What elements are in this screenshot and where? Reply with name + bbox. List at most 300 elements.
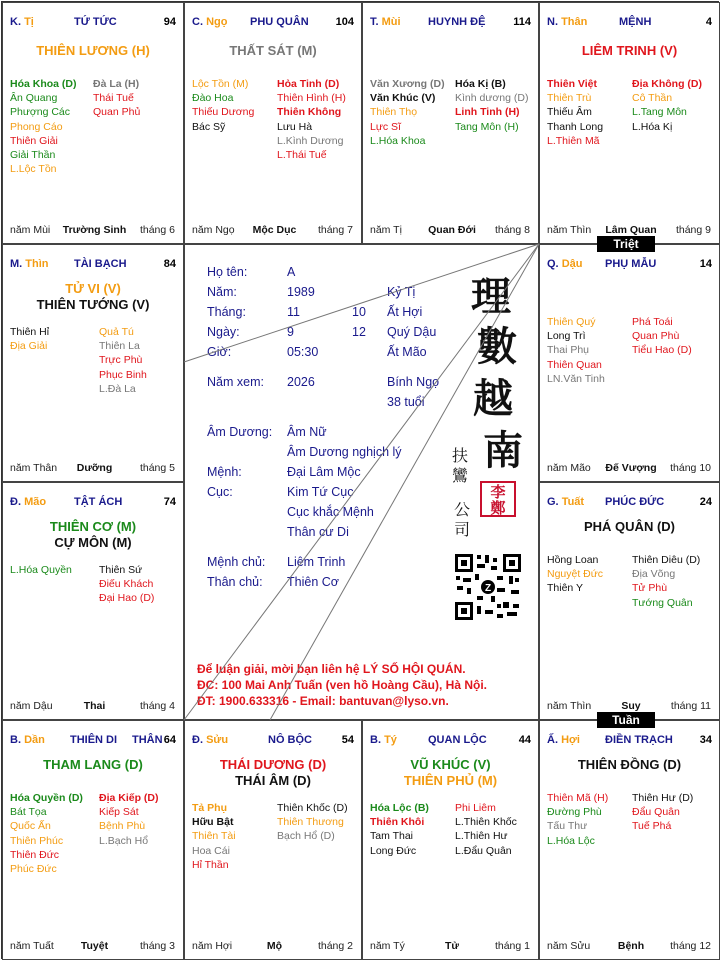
red-seal-stamp: 李 鄭 (480, 481, 516, 517)
day-label: Ngày: (207, 325, 240, 339)
minor-star: Thiên Thọ (370, 106, 418, 119)
day-lunar-num: 12 (352, 325, 366, 339)
palace-name: NÔ BỘC (268, 734, 312, 746)
palace-month: tháng 10 (670, 462, 711, 474)
minor-star: Địa Không (D) (632, 78, 702, 90)
palace-stage: Dưỡng (76, 462, 113, 474)
minor-star: Quan Phù (632, 330, 680, 343)
palace-month: tháng 7 (317, 224, 353, 236)
palace-branch: Tị (24, 16, 34, 28)
minor-star: Hóa Kị (B) (455, 78, 506, 90)
palace-stage: Đế Vượng (605, 462, 657, 474)
minor-star: L.Thiên Mã (547, 134, 600, 147)
minor-stars-right (277, 801, 348, 844)
minor-star: Đẩu Quân (632, 806, 680, 819)
name-row (207, 265, 296, 279)
qr-code-icon[interactable] (453, 552, 523, 622)
cuc-row (207, 485, 354, 499)
minor-star: Đại Hao (D) (99, 592, 155, 605)
minor-star: Địa Kiếp (D) (99, 792, 159, 804)
palace-branch: Tý (384, 734, 397, 746)
palace-stage: Bệnh (617, 940, 645, 952)
cuc2-row (287, 505, 374, 519)
main-star: THÁI ÂM (D) (235, 773, 311, 788)
amduong2-value: Âm Dương nghịch lý (287, 445, 402, 459)
day-solar: 9 (287, 325, 294, 339)
minor-star: Linh Tinh (H) (455, 106, 520, 119)
cuc-label: Cục: (207, 485, 233, 499)
than-marker: THÂN (132, 734, 163, 746)
main-star: LIÊM TRINH (V) (581, 43, 678, 58)
minor-star: Thanh Long (547, 120, 604, 133)
cuc3-row (287, 525, 349, 539)
minor-star: Thái Tuế (93, 92, 134, 105)
minor-star: Thiên Tài (192, 830, 236, 843)
palace-year: năm Thìn (547, 224, 592, 236)
palace-header (547, 734, 715, 748)
minor-stars-left (192, 77, 254, 134)
palace-month: tháng 6 (139, 224, 175, 236)
minor-star: Thiên Thương (277, 816, 344, 829)
horoscope-chart (1, 1, 719, 959)
palace-year: năm Hợi (192, 940, 233, 952)
palace-ti[interactable] (362, 720, 539, 960)
palace-stage: Lâm Quan (605, 224, 657, 236)
palace-footer (547, 462, 715, 475)
palace-year: năm Tý (370, 940, 405, 952)
palace-name: TẬT ÁCH (74, 496, 123, 508)
palace-ty[interactable] (2, 2, 184, 244)
palace-year: năm Tuất (10, 940, 54, 952)
palace-name: PHU QUÂN (250, 16, 309, 28)
hour-label: Giờ: (207, 345, 232, 359)
minor-stars-right (455, 801, 517, 858)
minor-star: Địa Võng (632, 568, 676, 581)
minor-star: Phá Toái (632, 316, 673, 328)
palace-year: năm Tị (370, 224, 402, 236)
minor-stars-right (99, 791, 159, 848)
main-star: THAM LANG (D) (43, 757, 143, 772)
palace-major-cycle-age: 64 (163, 734, 176, 746)
calligraphy-char-2: 數 (477, 323, 517, 370)
menh-value: Đại Lâm Mộc (287, 465, 361, 479)
palace-footer (10, 224, 179, 237)
minor-stars-left (10, 563, 72, 577)
minor-stars-left (192, 801, 236, 872)
minor-star: L.Hóa Kị (632, 120, 673, 133)
tuan-marker: Tuần (597, 712, 655, 728)
palace-header (10, 16, 179, 30)
palace-stem (192, 16, 227, 28)
palace-major-cycle-age: 54 (341, 734, 354, 746)
minor-star: Tấu Thư (547, 820, 588, 833)
palace-stem (547, 496, 584, 508)
minor-star: L.Thiên Khốc (455, 816, 517, 829)
palace-ngo[interactable] (184, 2, 362, 244)
minor-star: Đường Phù (547, 806, 602, 819)
minor-star: Thiên Khốc (D) (277, 802, 348, 814)
minor-star: Hồng Loan (547, 554, 599, 566)
palace-stage: Tuyệt (80, 940, 109, 952)
minor-star: Điếu Khách (99, 578, 154, 591)
minor-star: Thiên Diêu (D) (632, 554, 701, 566)
minor-star: Bạch Hổ (D) (277, 830, 335, 843)
minor-star: Văn Xương (D) (370, 78, 445, 90)
calligraphy-small-3: 公 (453, 500, 470, 519)
main-star: TỬ VI (V) (65, 281, 121, 296)
palace-stage: Trường Sinh (62, 224, 127, 236)
minor-star: Cô Thần (632, 92, 673, 105)
palace-year: năm Thân (10, 462, 58, 474)
palace-month: tháng 3 (139, 940, 175, 952)
minor-star: L.Lộc Tồn (10, 163, 57, 176)
palace-stem-letter: Đ. (10, 496, 21, 508)
minor-star: Bát Tọa (10, 806, 47, 819)
palace-month: tháng 11 (670, 700, 711, 712)
palace-branch: Thìn (25, 258, 49, 270)
minor-stars-left (547, 553, 603, 596)
main-star: THIÊN ĐỒNG (D) (577, 757, 682, 772)
calligraphy-small-4: 司 (453, 520, 470, 539)
palace-header (192, 734, 357, 748)
menhchu-row (207, 555, 346, 569)
year-row (207, 285, 416, 299)
minor-star: Đào Hoa (192, 92, 234, 105)
palace-dau[interactable] (539, 244, 720, 482)
palace-branch: Ngọ (206, 16, 228, 28)
palace-stem-letter: B. (10, 734, 21, 746)
year-lunar: Kỷ Tị (387, 285, 416, 299)
palace-branch: Hợi (561, 734, 580, 746)
minor-star: Tang Môn (H) (455, 120, 519, 133)
palace-branch: Sửu (206, 734, 229, 746)
minor-stars-right (93, 77, 140, 120)
cuc2-value: Cục khắc Mệnh (287, 505, 374, 519)
minor-star: Thiên Khôi (370, 816, 425, 829)
palace-footer (192, 940, 357, 953)
palace-stage: Quan Đới (428, 224, 476, 236)
palace-name: TỨ TỨC (74, 16, 117, 28)
palace-major-cycle-age: 44 (518, 734, 531, 746)
calligraphy-char-4: 南 (483, 427, 523, 474)
palace-month: tháng 8 (494, 224, 530, 236)
palace-stage: Mộc Dục (252, 224, 297, 236)
minor-star: L.Hóa Khoa (370, 134, 426, 147)
palace-than[interactable] (539, 2, 720, 244)
minor-star: Hỉ Thần (192, 858, 229, 871)
palace-header (547, 496, 715, 510)
minor-star: Địa Giải (10, 340, 48, 353)
minor-star: Thiên Phúc (10, 834, 64, 847)
view-year-row (207, 375, 440, 389)
minor-star: L.Thiên Hư (455, 830, 508, 843)
minor-stars-left (370, 801, 429, 858)
palace-month: tháng 5 (139, 462, 175, 474)
palace-major-cycle-age: 104 (335, 16, 354, 28)
minor-star: Hỏa Tinh (D) (277, 78, 340, 90)
palace-branch: Tuất (561, 496, 585, 508)
palace-stem (192, 734, 228, 746)
thanchu-row (207, 575, 339, 589)
minor-stars-left (547, 315, 605, 386)
minor-star: Hữu Bật (192, 816, 234, 829)
minor-stars-right (99, 325, 147, 396)
month-row (207, 305, 423, 319)
day-lunar: Quý Dậu (387, 325, 437, 339)
hour-lunar: Ất Mão (387, 345, 427, 359)
name-value: A (287, 265, 296, 279)
main-star: CỰ MÔN (M) (54, 535, 132, 550)
minor-star: L.Hóa Quyền (10, 564, 72, 576)
minor-star: Hoa Cái (192, 844, 230, 857)
palace-mao[interactable] (2, 482, 184, 720)
year-label: Năm: (207, 285, 237, 299)
palace-header (370, 734, 534, 748)
view-year-lunar: Bính Ngọ (387, 375, 440, 389)
palace-major-cycle-age: 94 (163, 16, 176, 28)
main-star: THẤT SÁT (M) (229, 43, 317, 58)
palace-stem (10, 496, 46, 508)
palace-name: ĐIỀN TRẠCH (605, 734, 673, 746)
palace-footer (370, 940, 534, 953)
palace-mui[interactable] (362, 2, 539, 244)
palace-stage: Mộ (266, 940, 283, 952)
palace-stem-letter: Ấ. (547, 734, 558, 746)
center-info-panel (184, 244, 539, 720)
minor-stars-right (632, 77, 702, 134)
minor-star: Kình dương (D) (455, 92, 529, 105)
minor-star: Thiên Hư (D) (632, 792, 694, 804)
minor-star: L.Bạch Hổ (99, 834, 149, 847)
palace-major-cycle-age: 74 (163, 496, 176, 508)
palace-header (10, 496, 179, 510)
minor-star: LN.Văn Tinh (547, 372, 605, 385)
minor-star: L.Đà La (99, 382, 136, 395)
minor-star: L.Kình Dương (277, 134, 344, 147)
menhchu-label: Mệnh chủ: (207, 555, 266, 569)
palace-stem (547, 734, 580, 746)
palace-header (10, 734, 179, 748)
contact-line-3[interactable]: ĐT: 1900.633316 - Email: bantuvan@lyso.vn. (197, 694, 449, 708)
thanchu-label: Thân chủ: (207, 575, 263, 589)
palace-header (10, 258, 179, 272)
palace-name: HUYNH ĐỆ (428, 16, 486, 28)
minor-star: Quốc Ấn (10, 820, 51, 833)
month-lunar: Ất Hợi (387, 305, 423, 319)
minor-star: Bác Sỹ (192, 120, 226, 133)
palace-stem-letter: T. (370, 16, 379, 28)
minor-star: Thiên Việt (547, 78, 597, 90)
palace-branch: Mùi (381, 16, 401, 28)
palace-footer (10, 462, 179, 475)
contact-line-2: ĐC: 100 Mai Anh Tuấn (ven hồ Hoàng Cầu), Hà Nội. (197, 678, 488, 692)
palace-stem (370, 16, 401, 28)
palace-hoi[interactable] (539, 720, 720, 960)
palace-name: THIÊN DI (70, 734, 118, 746)
palace-footer (547, 940, 715, 953)
palace-stem-letter: N. (547, 16, 558, 28)
minor-star: Thiên Trù (547, 92, 592, 105)
palace-header (547, 258, 715, 272)
minor-star: Long Trì (547, 330, 586, 343)
palace-year: năm Ngọ (192, 224, 235, 236)
name-label: Họ tên: (207, 265, 248, 279)
palace-year: năm Mùi (10, 224, 51, 236)
minor-stars-right (632, 315, 692, 358)
minor-star: Tiểu Hao (D) (632, 344, 692, 357)
palace-header (192, 16, 357, 30)
minor-star: Kiếp Sát (99, 806, 139, 819)
minor-stars-left (10, 325, 49, 353)
palace-tuat[interactable] (539, 482, 720, 720)
palace-header (547, 16, 715, 30)
palace-stage: Thai (83, 700, 106, 712)
minor-star: Văn Khúc (V) (370, 92, 436, 105)
menhchu-value: Liêm Trinh (287, 555, 346, 569)
palace-stem (547, 16, 587, 28)
minor-star: Giải Thần (10, 148, 56, 161)
amduong-row (207, 425, 327, 439)
palace-thin[interactable] (2, 244, 184, 482)
palace-stem-letter: B. (370, 734, 381, 746)
palace-year: năm Thìn (547, 700, 592, 712)
palace-stem (10, 258, 49, 270)
minor-star: Thiếu Âm (547, 106, 592, 119)
minor-star: Phong Cáo (10, 120, 63, 133)
menh-row (207, 465, 361, 479)
age-value: 38 tuổi (387, 395, 425, 409)
palace-stem (10, 734, 45, 746)
minor-star: Thiên Sứ (99, 564, 143, 576)
palace-stem (370, 734, 397, 746)
palace-branch: Thân (561, 16, 588, 28)
cuc3-value: Thân cư Di (287, 525, 349, 539)
minor-stars-left (10, 791, 83, 876)
minor-stars-left (10, 77, 77, 176)
palace-footer (370, 224, 534, 237)
palace-stem-letter: G. (547, 496, 559, 508)
minor-star: Thiên Đức (10, 848, 60, 861)
palace-major-cycle-age: 114 (513, 16, 531, 28)
minor-star: Tả Phụ (192, 802, 228, 814)
palace-stem-letter: C. (192, 16, 203, 28)
month-lunar-num: 10 (352, 305, 366, 319)
main-star: THIÊN PHỦ (M) (403, 773, 498, 788)
palace-month: tháng 12 (670, 940, 711, 952)
main-star: PHÁ QUÂN (D) (584, 519, 675, 534)
cuc-value: Kim Tứ Cục (287, 485, 354, 499)
minor-star: Thiếu Dương (192, 106, 255, 119)
minor-star: Đà La (H) (93, 78, 140, 90)
view-year-value: 2026 (287, 375, 315, 389)
palace-stem (547, 258, 582, 270)
palace-year: năm Dậu (10, 700, 53, 712)
minor-stars-left (370, 77, 445, 148)
palace-year: năm Mão (547, 462, 591, 474)
minor-star: Lộc Tồn (M) (192, 78, 249, 90)
palace-stem (10, 16, 34, 28)
palace-name: PHỤ MẪU (605, 258, 657, 270)
palace-month: tháng 4 (139, 700, 175, 712)
minor-star: Quan Phủ (93, 106, 141, 119)
minor-star: Phượng Các (10, 106, 71, 119)
palace-name: MỆNH (619, 16, 652, 28)
hour-value: 05:30 (287, 345, 319, 359)
palace-footer (10, 700, 179, 713)
main-star: VŨ KHÚC (V) (410, 757, 491, 772)
minor-star: Ân Quang (10, 92, 58, 105)
calligraphy-char-3: 越 (473, 375, 513, 422)
minor-star: Lưu Hà (277, 120, 313, 133)
palace-name: QUAN LỘC (428, 734, 487, 746)
minor-stars-right (455, 77, 528, 134)
palace-branch: Dậu (561, 258, 583, 270)
minor-star: Phi Liêm (455, 802, 496, 814)
palace-name: TÀI BẠCH (74, 258, 127, 270)
palace-suu[interactable] (184, 720, 362, 960)
palace-stage: Tử (444, 940, 460, 952)
minor-star: Lực Sĩ (370, 120, 401, 133)
minor-stars-right (632, 791, 693, 834)
hour-row (207, 345, 427, 359)
calligraphy-char-1: 理 (471, 273, 511, 320)
view-year-label: Năm xem: (207, 375, 264, 389)
palace-major-cycle-age: 14 (699, 258, 712, 270)
minor-star: L.Hóa Lộc (547, 834, 595, 847)
month-label: Tháng: (207, 305, 246, 319)
palace-month: tháng 9 (675, 224, 711, 236)
palace-major-cycle-age: 84 (163, 258, 176, 270)
minor-star: Quả Tú (99, 326, 134, 338)
minor-star: Thiên Giải (10, 134, 58, 147)
minor-star: Phục Binh (99, 368, 147, 381)
minor-star: L.Đẩu Quân (455, 844, 512, 857)
minor-star: Bệnh Phù (99, 820, 146, 833)
calligraphy-small-2: 鸞 (451, 466, 468, 485)
minor-star: Tướng Quân (632, 596, 693, 609)
minor-star: Thiên Quý (547, 316, 596, 328)
minor-star: L.Tang Môn (632, 106, 687, 119)
day-row (207, 325, 437, 339)
palace-footer (10, 940, 179, 953)
palace-stem-letter: Đ. (192, 734, 203, 746)
palace-year: năm Sửu (547, 940, 591, 952)
triet-marker: Triệt (597, 236, 655, 252)
minor-stars-left (547, 791, 608, 848)
calligraphy-small-1: 扶 (451, 446, 468, 465)
minor-star: Tuế Phá (632, 820, 672, 833)
minor-star: Thiên Mã (H) (547, 792, 609, 804)
age-row (387, 395, 425, 409)
minor-star: Hóa Khoa (D) (10, 78, 77, 90)
palace-stem-letter: Q. (547, 258, 559, 270)
month-solar: 11 (287, 305, 300, 319)
minor-stars-left (547, 77, 603, 148)
minor-stars-right (632, 553, 700, 610)
minor-star: Hóa Lộc (B) (370, 802, 429, 814)
minor-star: L.Thái Tuế (277, 148, 327, 161)
palace-branch: Mão (24, 496, 47, 508)
minor-star: Thiên Hình (H) (277, 92, 346, 105)
minor-star: Phúc Đức (10, 862, 57, 875)
palace-stage: Suy (621, 700, 641, 712)
palace-major-cycle-age: 24 (699, 496, 712, 508)
minor-star: Thiên Quan (547, 358, 602, 371)
palace-major-cycle-age: 34 (699, 734, 712, 746)
palace-dan[interactable] (2, 720, 184, 960)
minor-star: Tử Phù (632, 582, 668, 595)
main-star: THIÊN LƯƠNG (H) (36, 43, 150, 58)
